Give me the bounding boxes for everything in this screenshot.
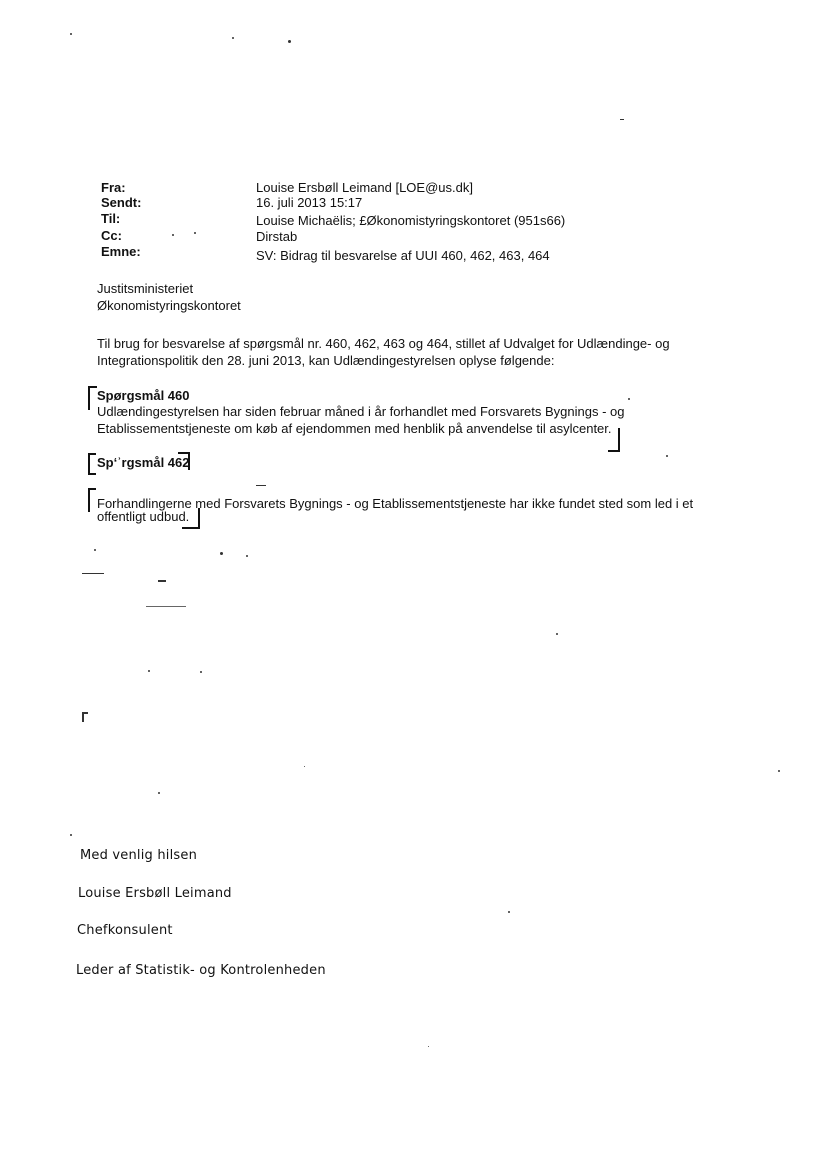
intro-line-2: Integrationspolitik den 28. juni 2013, kan Udlændingestyrelsen oplyse følgende: [97, 353, 555, 368]
from-label: Fra: [101, 180, 126, 195]
scan-speck [246, 555, 248, 557]
scan-speck [84, 712, 88, 714]
scan-speck [628, 398, 630, 400]
scan-speck [556, 633, 558, 635]
question-462-line-2: offentligt udbud. [97, 509, 190, 524]
question-460-line-1: Udlændingestyrelsen har siden februar måned i år forhandlet med Forsvarets Bygnings - og [97, 404, 625, 419]
scan-speck [666, 455, 668, 457]
intro-line-1: Til brug for besvarelse af spørgsmål nr. 460, 462, 463 og 464, stillet af Udvalget for Udlændinge- og [97, 336, 670, 351]
scan-speck [82, 573, 104, 574]
signatory-unit: Leder af Statistik- og Kontrolenheden [76, 963, 326, 978]
scan-speck [288, 40, 291, 43]
scan-speck [508, 911, 510, 913]
scan-speck [158, 580, 166, 582]
subject-value: SV: Bidrag til besvarelse af UUI 460, 462, 463, 464 [256, 248, 550, 263]
scan-speck [620, 119, 624, 120]
scan-speck [70, 834, 72, 836]
scan-speck [148, 670, 150, 672]
margin-bracket-open-460 [88, 386, 97, 410]
scan-speck [70, 33, 72, 35]
scan-speck [428, 1046, 429, 1047]
margin-bracket-close-462-heading [178, 452, 190, 470]
scan-speck [220, 552, 223, 555]
scan-speck [256, 485, 266, 486]
scan-speck [304, 766, 305, 767]
sent-value: 16. juli 2013 15:17 [256, 195, 363, 210]
margin-bracket-open-462-body [88, 488, 96, 512]
scan-speck [146, 606, 186, 607]
cc-value: Dirstab [256, 229, 298, 244]
margin-bracket-open-462 [88, 453, 96, 475]
to-value: Louise Michaëlis; £Økonomistyringskontoret (951s66) [256, 213, 566, 228]
scan-speck [158, 792, 160, 794]
scan-speck [200, 671, 202, 673]
signatory-title: Chefkonsulent [77, 923, 173, 938]
scan-speck [232, 37, 234, 39]
scan-speck [194, 232, 196, 234]
recipient-ministry: Justitsministeriet [97, 281, 194, 296]
scan-speck [778, 770, 780, 772]
margin-bracket-close-460 [608, 428, 620, 452]
margin-bracket-close-462-body [182, 508, 200, 529]
closing-greeting: Med venlig hilsen [80, 848, 198, 863]
subject-label: Emne: [101, 244, 141, 259]
signatory-name: Louise Ersbøll Leimand [78, 886, 232, 901]
cc-label: Cc: [101, 228, 122, 243]
question-462-line-1: Forhandlingerne med Forsvarets Bygnings - og Etablissementstjeneste har ikke fundet sted som led i et [97, 496, 694, 511]
to-label: Til: [101, 211, 121, 226]
sent-label: Sendt: [101, 195, 142, 210]
from-value: Louise Ersbøll Leimand [LOE@us.dk] [256, 180, 473, 195]
question-462-heading: Sp‘ʾrgsmål 462 [97, 455, 190, 470]
recipient-office: Økonomistyringskontoret [97, 298, 241, 313]
scan-speck [172, 234, 174, 236]
question-460-heading: Spørgsmål 460 [97, 388, 190, 403]
scan-speck [94, 549, 96, 551]
question-460-line-2: Etablissementstjeneste om køb af ejendommen med henblik på anvendelse til asylcenter. [97, 421, 612, 436]
